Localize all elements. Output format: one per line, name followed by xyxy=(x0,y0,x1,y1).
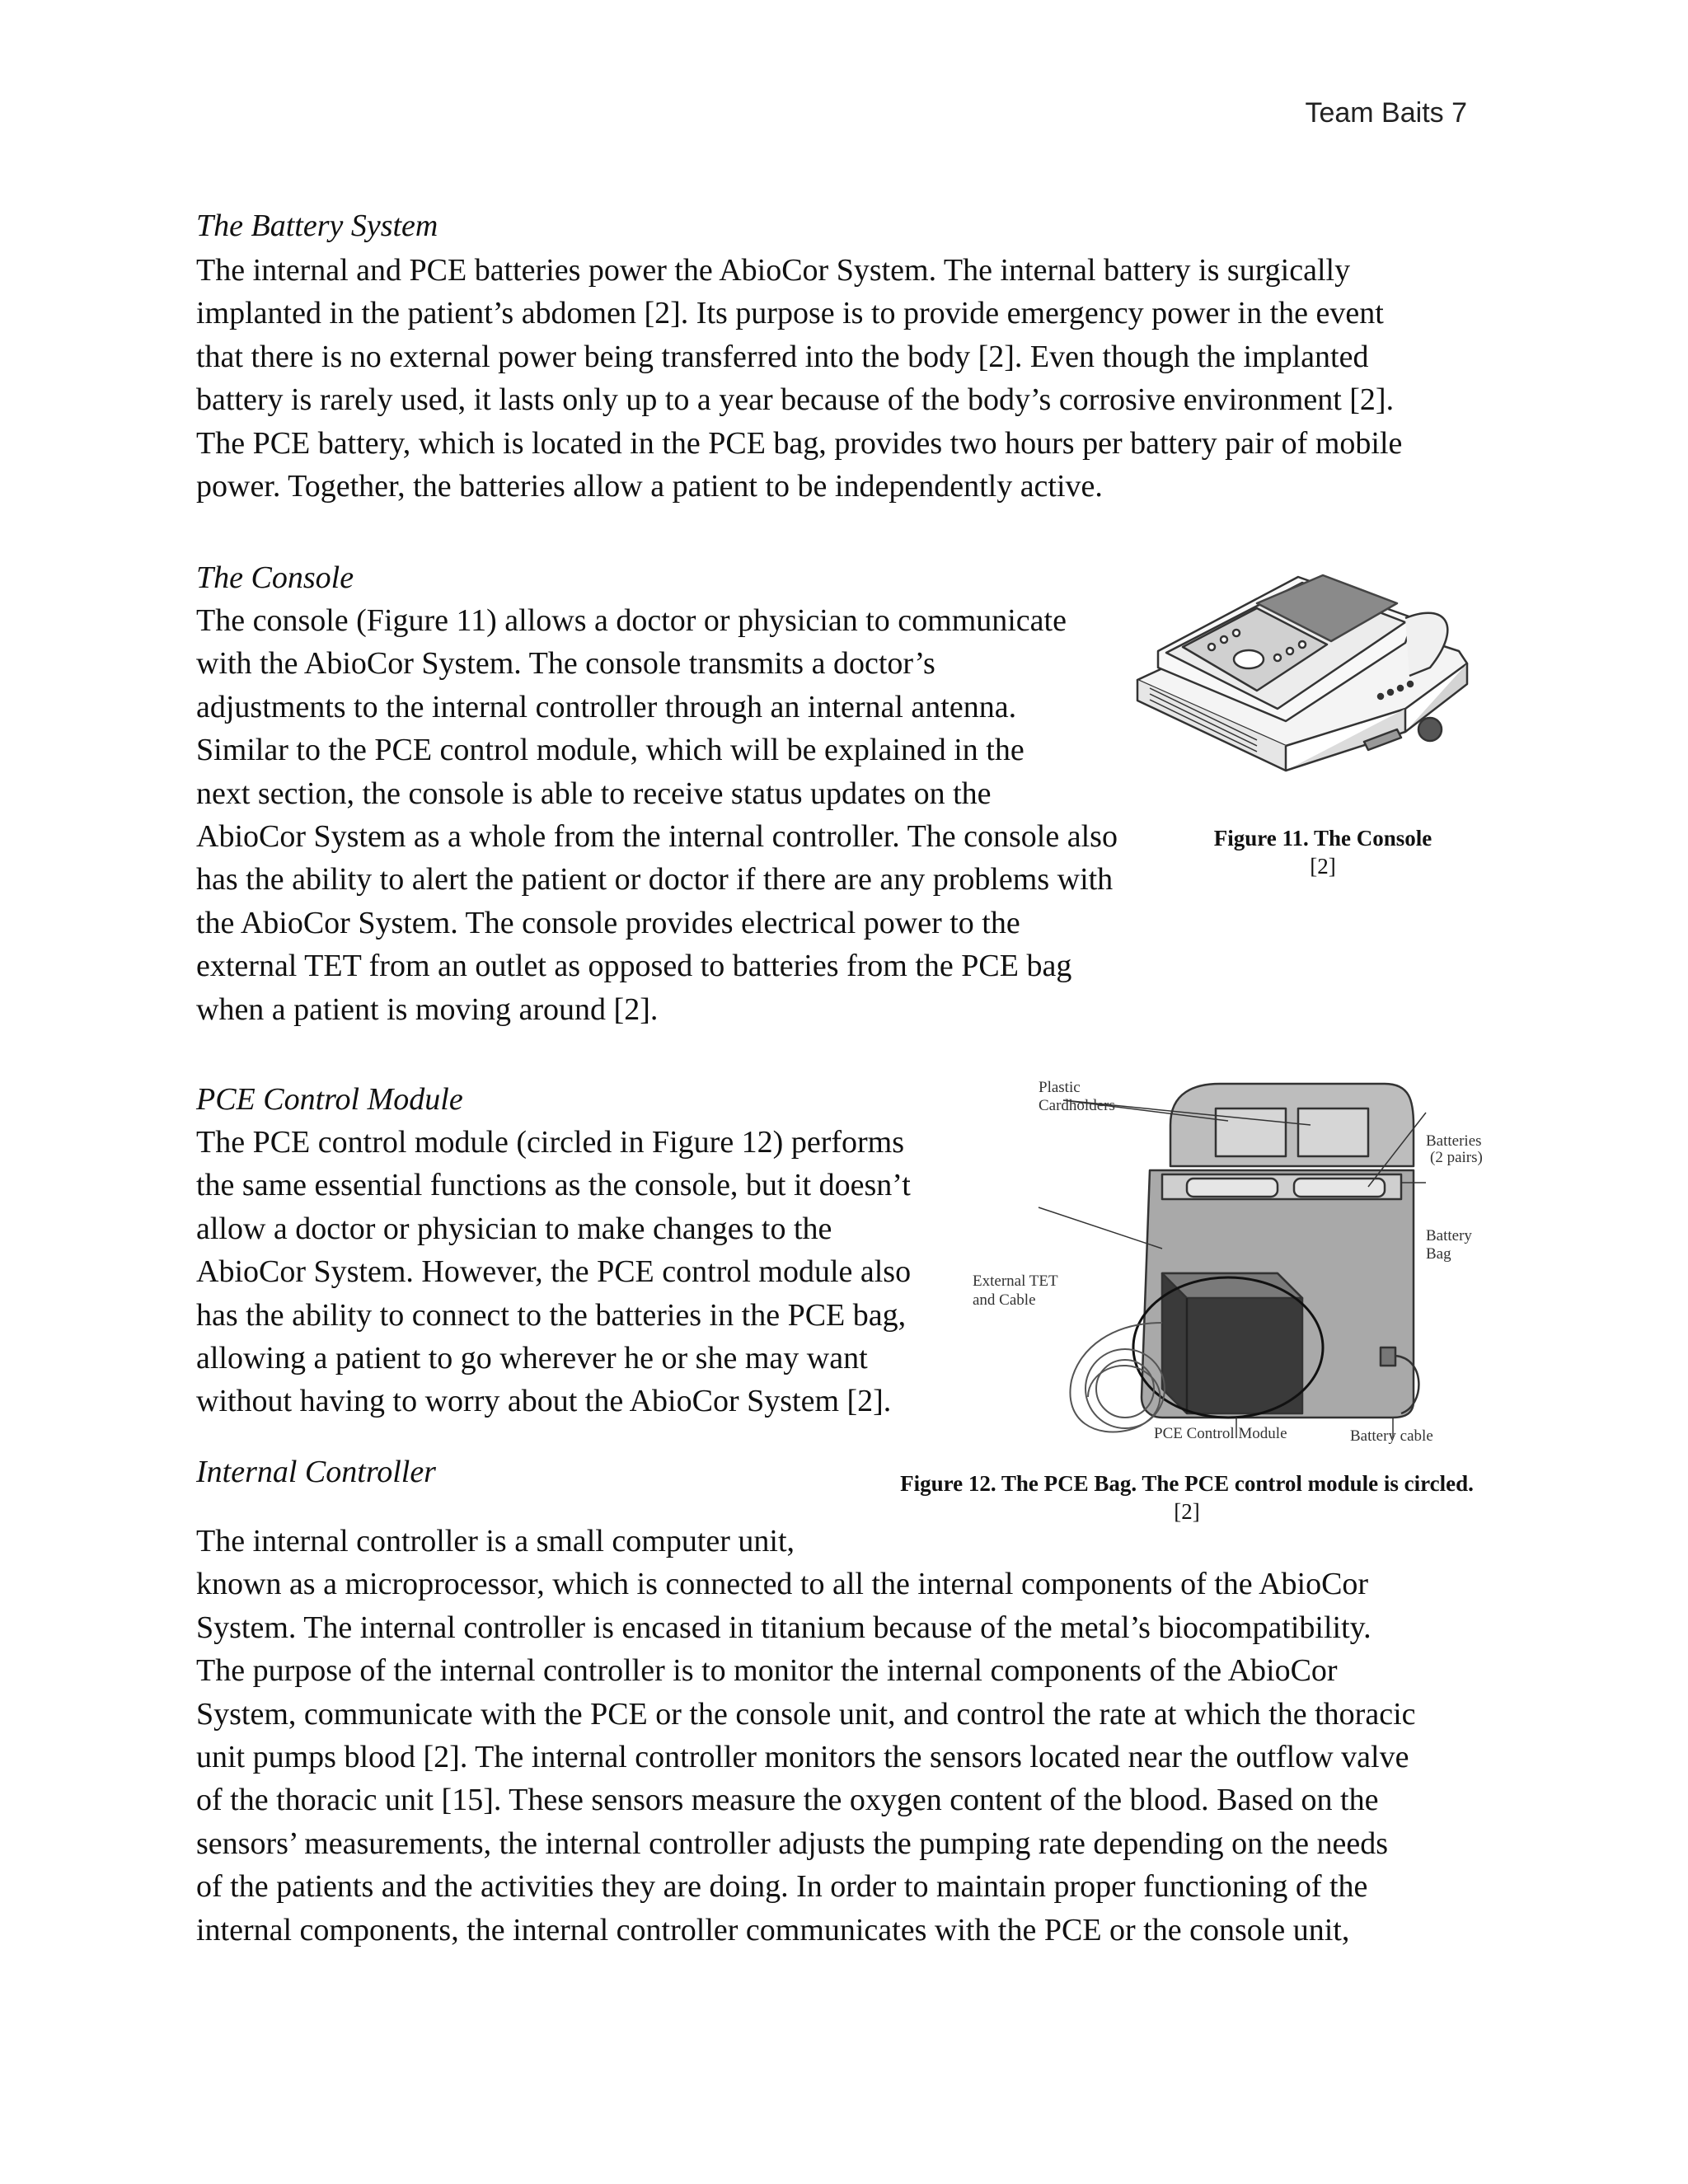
label-cardholders: Cardholders xyxy=(1039,1097,1115,1114)
figure-caption-ref: [2] xyxy=(1310,854,1336,879)
text-line: has the ability to connect to the batteries in the PCE bag, xyxy=(196,1297,907,1333)
page-header: Team Baits 7 xyxy=(1305,97,1467,129)
pce-bag-illustration xyxy=(964,1076,1483,1455)
paragraph-console xyxy=(196,599,1118,1031)
text-line: power. Together, the batteries allow a patient to be independently active. xyxy=(196,469,1103,504)
label-batteries: Batteries xyxy=(1426,1132,1482,1150)
paragraph-pce xyxy=(196,1121,911,1423)
text-line: internal components, the internal controller communicates with the PCE or the console unit, xyxy=(196,1912,1350,1947)
text-line: known as a microprocessor, which is connected to all the internal components of the AbioCor xyxy=(196,1567,1369,1602)
section-heading-console: The Console xyxy=(196,560,354,595)
text-line: without having to worry about the AbioCor System [2]. xyxy=(196,1384,892,1419)
text-line: of the thoracic unit [15]. These sensors measure the oxygen content of the blood. Based on the xyxy=(196,1783,1379,1818)
text-line: The internal controller is a small computer unit, xyxy=(196,1524,795,1558)
figure-caption-title: Figure 12. The PCE Bag. The PCE control module is circled. xyxy=(900,1471,1474,1496)
text-line: implanted in the patient’s abdomen [2]. Its purpose is to provide emergency power in the event xyxy=(196,296,1384,331)
text-line: allow a doctor or physician to make changes to the xyxy=(196,1211,832,1246)
figure-caption-title: Figure 11. The Console xyxy=(1213,826,1432,851)
text-line: external TET from an outlet as opposed to batteries from the PCE bag xyxy=(196,949,1072,984)
text-line: The internal and PCE batteries power the AbioCor System. The internal battery is surgically xyxy=(196,253,1351,288)
text-line: adjustments to the internal controller through an internal antenna. xyxy=(196,689,1017,724)
text-line: battery is rarely used, it lasts only up to a year because of the body’s corrosive environment [2]. xyxy=(196,382,1395,418)
label-plastic: Plastic xyxy=(1039,1079,1081,1096)
text-line: The console (Figure 11) allows a doctor or physician to communicate xyxy=(196,603,1067,638)
label-pce-control-module: PCE Control Module xyxy=(1154,1425,1287,1442)
text-line: of the patients and the activities they are doing. In order to maintain proper functioning of the xyxy=(196,1869,1368,1905)
text-line: sensors’ measurements, the internal controller adjusts the pumping rate depending on the needs xyxy=(196,1825,1389,1861)
text-line: The purpose of the internal controller is to monitor the internal components of the AbioCor xyxy=(196,1653,1338,1689)
text-line: with the AbioCor System. The console transmits a doctor’s xyxy=(196,646,935,682)
text-line: allowing a patient to go wherever he or she may want xyxy=(196,1341,868,1376)
text-line: that there is no external power being transferred into the body [2]. Even though the implanted xyxy=(196,339,1369,374)
text-line: Similar to the PCE control module, which will be explained in the xyxy=(196,733,1025,768)
text-line: System. The internal controller is encased in titanium because of the metal’s biocompatibility. xyxy=(196,1610,1372,1645)
section-heading-pce: PCE Control Module xyxy=(196,1082,463,1117)
section-heading-battery: The Battery System xyxy=(196,209,438,243)
paragraph-controller xyxy=(196,1520,1416,1952)
label-bag: Bag xyxy=(1426,1245,1451,1263)
label-batteries-pairs: (2 pairs) xyxy=(1430,1149,1483,1166)
text-line: the same essential functions as the console, but it doesn’t xyxy=(196,1168,911,1203)
text-line: The PCE battery, which is located in the PCE bag, provides two hours per battery pair of mobile xyxy=(196,425,1403,461)
console-illustration xyxy=(1133,552,1479,791)
label-battery-cable: Battery cable xyxy=(1350,1427,1433,1445)
figure-12-caption xyxy=(857,1469,1517,1526)
text-line: The PCE control module (circled in Figure 12) performs xyxy=(196,1125,905,1160)
label-and-cable: and Cable xyxy=(973,1291,1036,1309)
text-line: when a patient is moving around [2]. xyxy=(196,991,659,1027)
text-line: has the ability to alert the patient or doctor if there are any problems with xyxy=(196,862,1114,898)
text-line: unit pumps blood [2]. The internal controller monitors the sensors located near the outflow valve xyxy=(196,1740,1409,1775)
text-line: AbioCor System. However, the PCE control module also xyxy=(196,1254,912,1290)
paragraph-battery xyxy=(196,249,1402,508)
figure-11-caption xyxy=(1166,824,1479,880)
text-line: next section, the console is able to receive status updates on the xyxy=(196,776,992,811)
label-battery: Battery xyxy=(1426,1227,1472,1244)
label-external-tet: External TET xyxy=(973,1272,1058,1290)
text-line: AbioCor System as a whole from the internal controller. The console also xyxy=(196,819,1118,855)
text-line: the AbioCor System. The console provides electrical power to the xyxy=(196,905,1020,940)
figure-caption-ref: [2] xyxy=(1174,1499,1200,1524)
text-line: System, communicate with the PCE or the console unit, and control the rate at which the thoracic xyxy=(196,1696,1416,1732)
section-heading-controller: Internal Controller xyxy=(196,1455,436,1489)
